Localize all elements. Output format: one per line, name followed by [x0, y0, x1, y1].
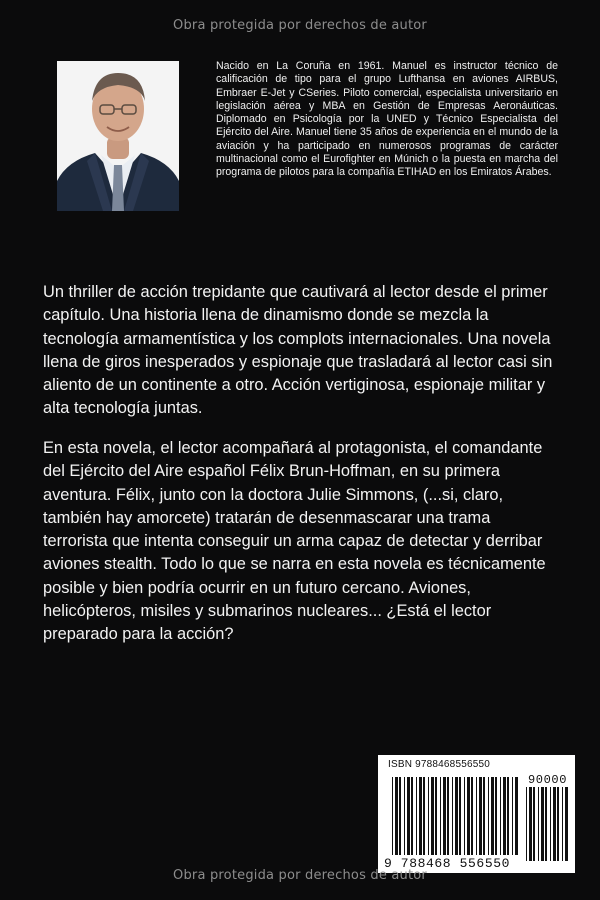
isbn-label: ISBN 9788468556550 — [388, 759, 491, 770]
isbn-barcode — [378, 755, 575, 873]
author-bio: Nacido en La Coruña en 1961. Manuel es instructor técnico de calificación de tipo para el grupo Lufthansa en aviones AIRBUS, Embraer E-Jet y CSeries. Piloto comercial, especialista universitario en legislación aérea y MBA en Gestión de Empresas Aeronáuticas. Diplomado en Psicología por la UNED y Técnico Especialista del Ejército del Aire. Manuel tiene 35 años de experiencia en el mundo de la aviación y ha participado en numerosos programas de carácter multinacional como el Eurofighter en Múnich o la puesta en marcha del programa de pilotos para la compañía ETIHAD en los Emiratos Árabes. — [216, 60, 558, 179]
author-photo — [57, 61, 179, 211]
barcode-addon-digits: 90000 — [528, 773, 568, 787]
blurb-paragraph-1: Un thriller de acción trepidante que cautivará al lector desde el primer capítulo. Una historia llena de dinamismo donde se mezcla la tecnología armamentística y los complots internacionales. Una novela llena de giros inesperados y espionaje que trasladará al lector casi sin aliento de un continente a otro. Acción vertiginosa, espionaje militar y alta tecnología juntas. — [43, 283, 553, 418]
copyright-watermark-bottom: Obra protegida por derechos de autor — [173, 868, 427, 883]
copyright-watermark-top: Obra protegida por derechos de autor — [173, 18, 427, 33]
barcode-ean-digits: 9 788468 556550 — [384, 856, 511, 871]
blurb-paragraph-2: En esta novela, el lector acompañará al protagonista, el comandante del Ejército del Aire español Félix Brun-Hoffman, en su primera aventura. Félix, junto con la doctora Julie Simmons, (...si, claro, también hay amorcete) tratarán de desenmascarar una trama terrorista que intenta conseguir un arma capaz de detectar y derribar aviones stealth. Todo lo que se narra en esta novela es técnicamente posible y bien podría ocurrir en un futuro cercano. Aviones, helicópteros, misiles y submarinos nucleares... ¿Está el lector preparado para la acción? — [43, 439, 546, 644]
